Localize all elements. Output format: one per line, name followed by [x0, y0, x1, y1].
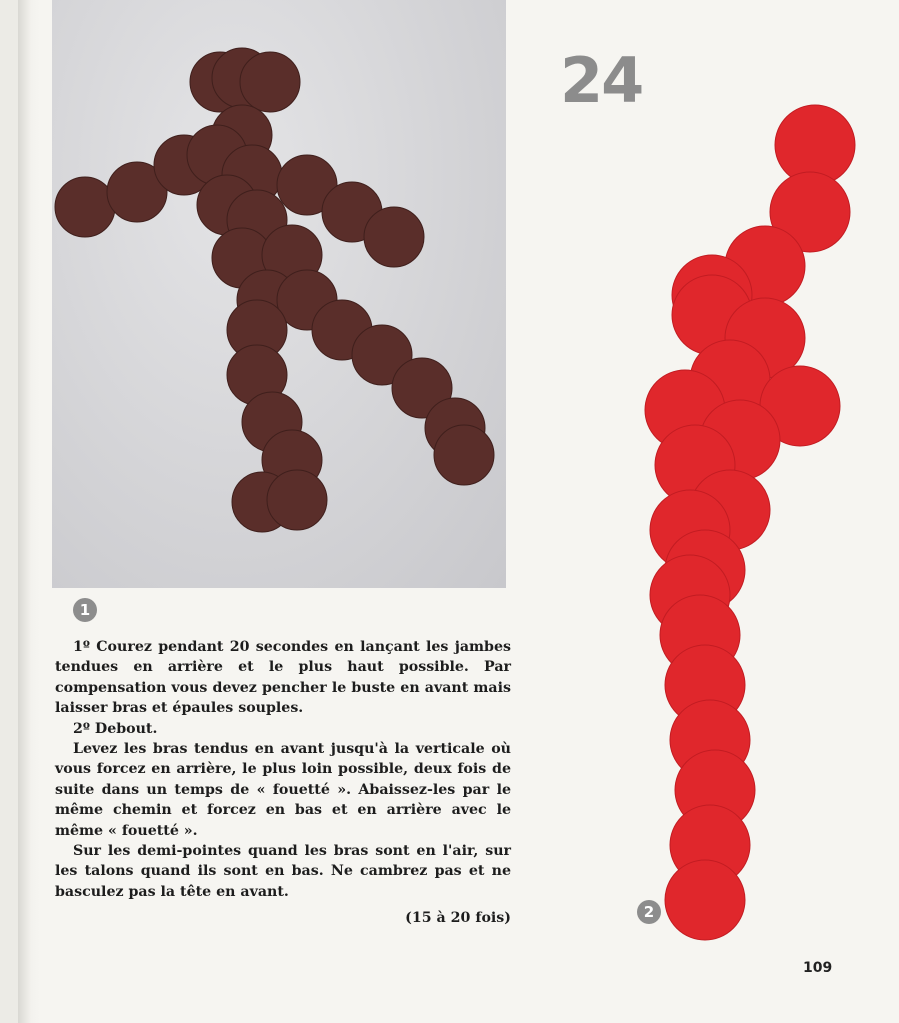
repeat-count: (15 à 20 fois): [405, 910, 511, 927]
disc: [240, 52, 300, 112]
figure-2-badge: 2: [637, 900, 661, 924]
disc: [267, 470, 327, 530]
chapter-number: 24: [560, 44, 643, 117]
instruction-paragraph-4: Sur les demi-pointes quand les bras sont en l'air, sur les talons quand ils sont en bas. Ne cambrez pas et ne basculez pas la tête en avant.: [55, 843, 511, 900]
disc: [364, 207, 424, 267]
instruction-paragraph-1: 1º Courez pendant 20 secondes en lançant les jambes tendues en arrière et le plus haut possible. Par compensation vous devez pencher le buste en avant mais laisser bras et épaules souples.: [55, 639, 511, 717]
figure-1-badge: 1: [73, 598, 97, 622]
exercise-instructions: [55, 637, 511, 929]
photo-disc-figure-running: [52, 0, 506, 588]
red-disc-figure-standing: [630, 100, 870, 960]
disc: [665, 860, 745, 940]
instruction-paragraph-2: 2º Debout.: [73, 720, 158, 737]
brown-disc-figure: [52, 0, 506, 588]
disc: [55, 177, 115, 237]
page-number: 109: [803, 960, 833, 976]
disc: [434, 425, 494, 485]
torn-page-edge: [18, 0, 40, 1023]
instruction-paragraph-3: Levez les bras tendus en avant jusqu'à la verticale où vous forcez en arrière, le plus loin possible, deux fois de suite dans un temps de « fouetté ». Abaissez-les par le même chemin et forcez en bas et en arrière avec le même « fouetté ».: [55, 741, 511, 839]
